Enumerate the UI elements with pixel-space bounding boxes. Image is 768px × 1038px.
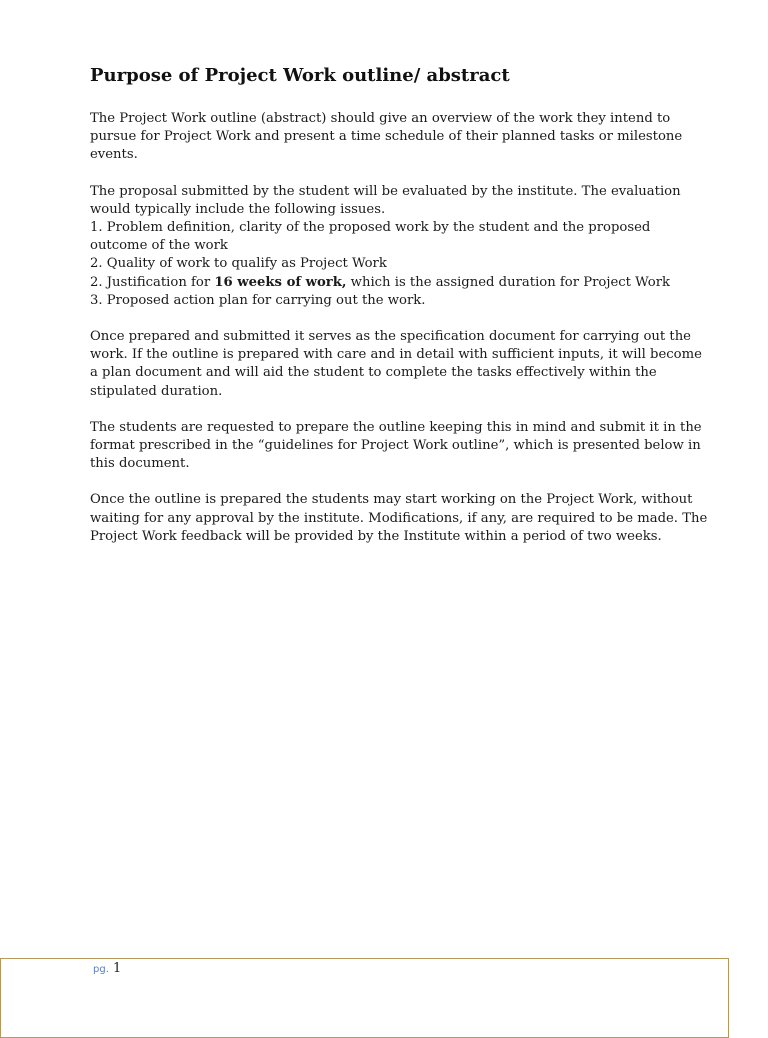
page-number-prefix: pg. xyxy=(93,964,109,975)
duration-emphasis: 16 weeks of work, xyxy=(214,274,347,290)
paragraph-line: Project Work feedback will be provided by the Institute within a period of two weeks. xyxy=(90,528,662,544)
paragraph-line: pursue for Project Work and present a time schedule of their planned tasks or milestone xyxy=(90,129,683,145)
document-page xyxy=(90,62,708,564)
paragraph-line: events. xyxy=(90,147,138,163)
list-item-continuation: outcome of the work xyxy=(90,238,228,254)
list-item-problem-definition: 1. Problem definition, clarity of the proposed work by the student and the proposed xyxy=(90,220,651,236)
paragraph-line: stipulated duration. xyxy=(90,383,223,399)
paragraph-overview xyxy=(90,110,690,165)
paragraph-guidelines xyxy=(90,419,702,474)
paragraph-evaluation xyxy=(90,183,690,310)
list-item-quality: 2. Quality of work to qualify as Project Work xyxy=(90,256,387,272)
page-number: 1 xyxy=(113,961,122,976)
paragraph-specification xyxy=(90,328,702,401)
paragraph-line: a plan document and will aid the student to complete the tasks effectively within the xyxy=(90,365,657,381)
page-number-footer xyxy=(93,960,121,979)
paragraph-line: The proposal submitted by the student will be evaluated by the institute. The evaluation xyxy=(90,183,681,199)
list-item-prefix: 2. Justification for xyxy=(90,274,215,290)
paragraph-line: format prescribed in the “guidelines for Project Work outline”, which is presented below in xyxy=(90,438,701,454)
list-item-justification xyxy=(90,274,690,292)
paragraph-line: The students are requested to prepare the outline keeping this in mind and submit it in the xyxy=(90,419,702,435)
paragraph-line: work. If the outline is prepared with care and in detail with sufficient inputs, it will become xyxy=(90,347,702,363)
paragraph-feedback xyxy=(90,491,708,546)
paragraph-line: Once prepared and submitted it serves as the specification document for carrying out the xyxy=(90,329,691,345)
paragraph-line: Once the outline is prepared the students may start working on the Project Work, without xyxy=(90,492,693,508)
paragraph-line: this document. xyxy=(90,456,190,472)
list-item-action-plan: 3. Proposed action plan for carrying out the work. xyxy=(90,292,426,308)
paragraph-line: The Project Work outline (abstract) should give an overview of the work they intend to xyxy=(90,111,671,126)
list-item-suffix: which is the assigned duration for Project Work xyxy=(346,274,671,290)
paragraph-line: would typically include the following issues. xyxy=(90,201,386,217)
document-title: Purpose of Project Work outline/ abstract xyxy=(90,65,510,86)
paragraph-line: waiting for any approval by the institute. Modifications, if any, are required to be made. The xyxy=(90,510,708,526)
